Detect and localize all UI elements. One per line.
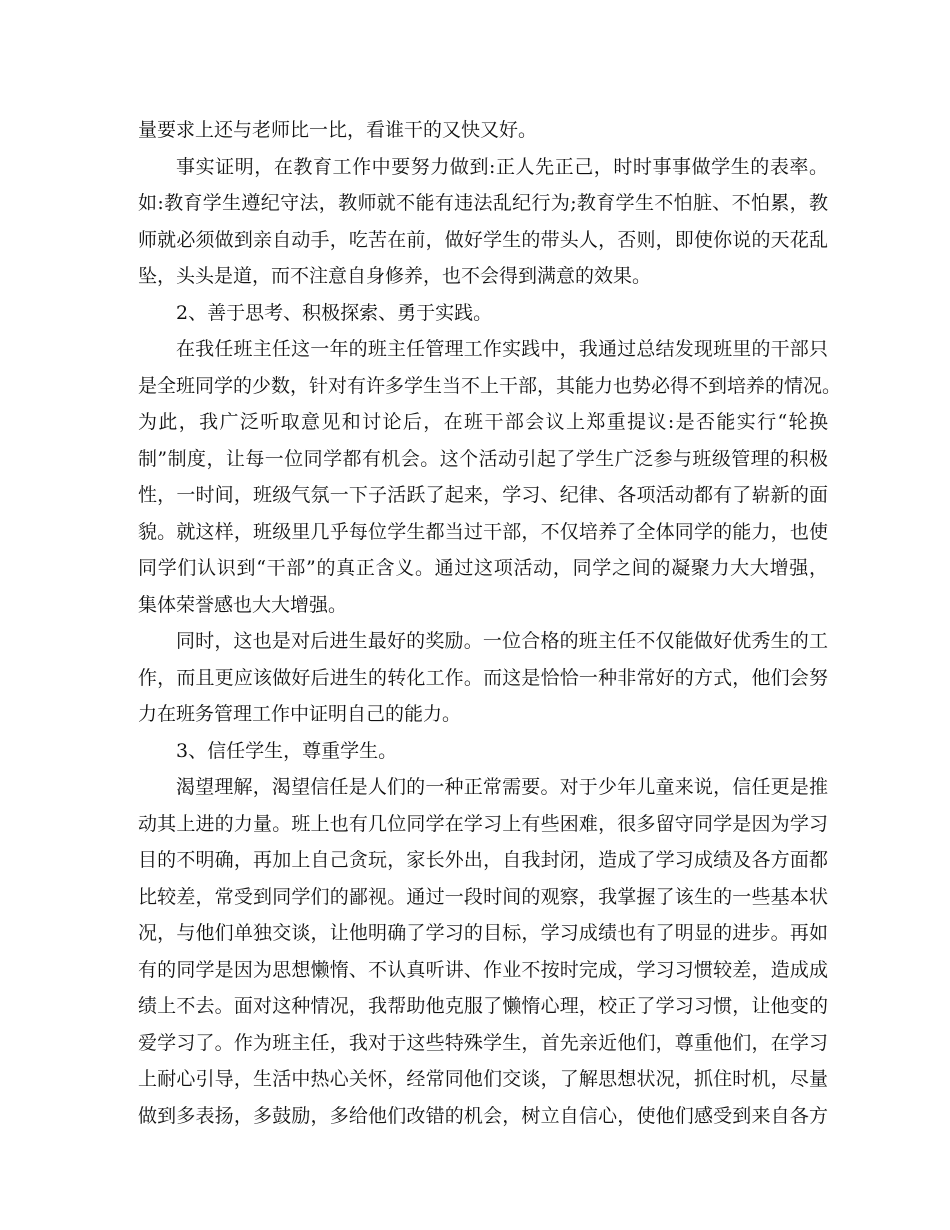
text-line: 有的同学是因为思想懒惰、不认真听讲、作业不按时完成，学习习惯较差，造成成 [138,958,828,981]
text-line: 师就必须做到亲自动手，吃苦在前，做好学生的带头人，否则，即使你说的天花乱 [138,228,828,251]
text-line: 同学们认识到“干部”的真正含义。通过这项活动，同学之间的凝聚力大大增强， [138,557,828,579]
text-line: 绩上不去。面对这种情况，我帮助他克服了懒惰心理，校正了学习习惯，让他变的 [138,995,828,1017]
text-line: 是全班同学的少数，针对有许多学生当不上干部，其能力也势必得不到培养的情况。 [138,374,842,397]
text-line: 3、信任学生，尊重学生。 [176,739,398,762]
text-line: 作，而且更应该做好后进生的转化工作。而这是恰恰一种非常好的方式，他们会努 [138,666,828,689]
text-line: 做到多表扬，多鼓励，多给他们改错的机会，树立自信心，使他们感受到来自各方 [138,1104,828,1127]
text-line: 集体荣誉感也大大增强。 [138,593,348,616]
text-line: 制”制度，让每一位同学都有机会。这个活动引起了学生广泛参与班级管理的积极 [138,447,828,470]
text-line: 同时，这也是对后进生最好的奖励。一位合格的班主任不仅能做好优秀生的工 [176,630,828,652]
text-line: 2、善于思考、积极探索、勇于实践。 [176,301,493,324]
text-line: 量要求上还与老师比一比，看谁干的又快又好。 [138,119,538,141]
text-line: 在我任班主任这一年的班主任管理工作实践中，我通过总结发现班里的干部只 [176,338,828,360]
text-line: 力在班务管理工作中证明自己的能力。 [138,703,462,725]
text-line: 动其上进的力量。班上也有几位同学在学习上有些困难，很多留守同学是因为学习 [138,812,828,835]
document-body [138,112,842,1134]
text-line: 坠，头头是道，而不注意自身修养，也不会得到满意的效果。 [138,265,652,287]
text-line: 比较差，常受到同学们的鄙视。通过一段时间的观察，我掌握了该生的一些基本状 [138,885,828,908]
text-line: 渴望理解，渴望信任是人们的一种正常需要。对于少年儿童来说，信任更是推 [176,776,828,798]
text-line: 性，一时间，班级气氛一下子活跃了起来，学习、纪律、各项活动都有了崭新的面 [138,484,828,506]
text-line: 上耐心引导，生活中热心关怀，经常同他们交谈，了解思想状况，抓住时机，尽量 [138,1068,828,1090]
text-line: 爱学习了。作为班主任，我对于这些特殊学生，首先亲近他们，尊重他们，在学习 [138,1031,828,1054]
text-line: 貌。就这样，班级里几乎每位学生都当过干部，不仅培养了全体同学的能力，也使 [138,520,828,543]
text-line: 目的不明确，再加上自己贪玩，家长外出，自我封闭，造成了学习成绩及各方面都 [138,849,828,871]
text-line: 如:教育学生遵纪守法，教师就不能有违法乱纪行为;教育学生不怕脏、不怕累，教 [138,192,828,214]
text-line: 事实证明，在教育工作中要努力做到:正人先正己，时时事事做学生的表率。 [176,155,828,178]
text-line: 为此，我广泛听取意见和讨论后，在班干部会议上郑重提议:是否能实行“轮换 [138,411,828,433]
text-line: 况，与他们单独交谈，让他明确了学习的目标，学习成绩也有了明显的进步。再如 [138,922,828,944]
